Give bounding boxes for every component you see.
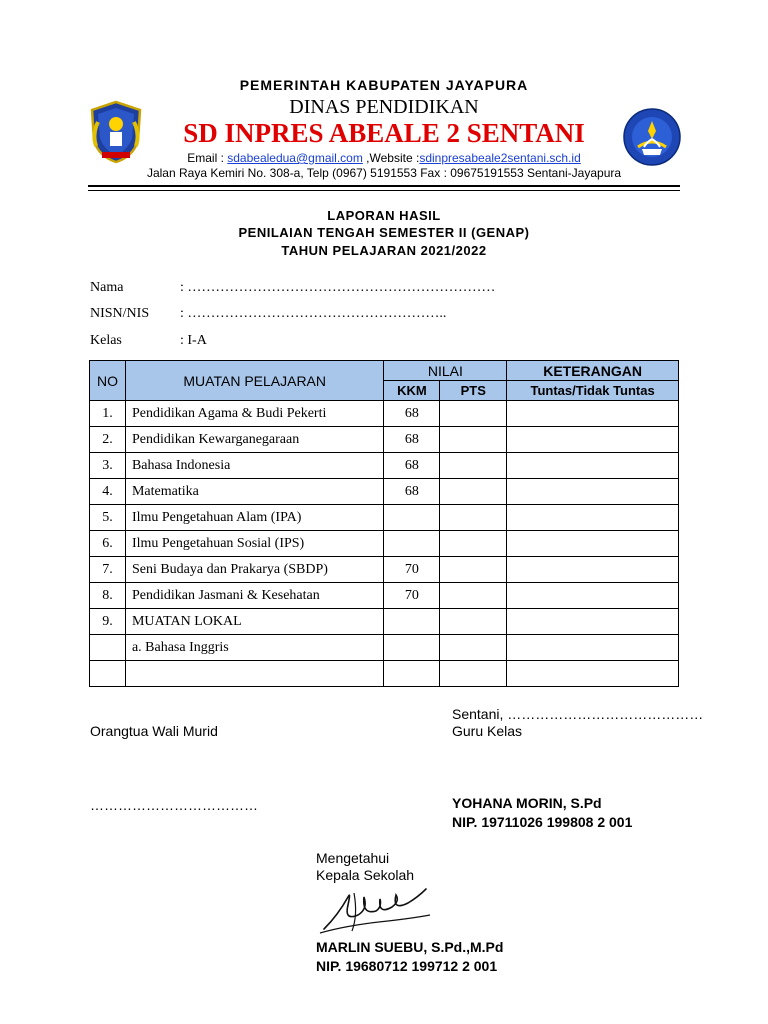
pts-cell bbox=[440, 531, 507, 557]
pts-cell bbox=[440, 427, 507, 453]
keterangan-cell bbox=[507, 505, 679, 531]
row-number: 4. bbox=[90, 479, 126, 505]
subject-cell: Pendidikan Kewarganegaraan bbox=[125, 427, 384, 453]
col-header-kkm: KKM bbox=[384, 381, 440, 401]
teacher-name: YOHANA MORIN, S.Pd bbox=[452, 795, 602, 811]
website-link[interactable]: sdinpresabeale2sentani.sch.id bbox=[419, 151, 581, 165]
contact-line bbox=[0, 151, 768, 165]
table-row bbox=[90, 583, 679, 609]
name-label: Nama bbox=[90, 280, 124, 295]
row-number: 5. bbox=[90, 505, 126, 531]
kkm-cell: 70 bbox=[384, 557, 440, 583]
kkm-cell bbox=[384, 635, 440, 661]
class-label: Kelas bbox=[90, 333, 122, 348]
table-row bbox=[90, 505, 679, 531]
principal-nip: NIP. 19680712 199712 2 001 bbox=[316, 958, 498, 974]
col-header-pts: PTS bbox=[440, 381, 507, 401]
pts-cell bbox=[440, 661, 507, 687]
row-number bbox=[90, 661, 126, 687]
report-title: LAPORAN HASIL bbox=[327, 208, 441, 223]
report-subtitle: PENILAIAN TENGAH SEMESTER II (GENAP) bbox=[238, 225, 530, 240]
kkm-cell: 68 bbox=[384, 427, 440, 453]
keterangan-cell bbox=[507, 427, 679, 453]
pts-cell bbox=[440, 583, 507, 609]
pts-cell bbox=[440, 557, 507, 583]
kkm-cell bbox=[384, 609, 440, 635]
pts-cell bbox=[440, 609, 507, 635]
col-header-no: NO bbox=[90, 361, 126, 401]
table-row bbox=[90, 453, 679, 479]
letterhead-divider bbox=[88, 185, 680, 191]
col-header-nilai: NILAI bbox=[384, 361, 507, 381]
website-label: ,Website : bbox=[362, 151, 420, 165]
table-row bbox=[90, 635, 679, 661]
nisn-value: : ……………………………………………….. bbox=[180, 306, 447, 321]
kkm-cell: 68 bbox=[384, 479, 440, 505]
pts-cell bbox=[440, 635, 507, 661]
pts-cell bbox=[440, 505, 507, 531]
report-year: TAHUN PELAJARAN 2021/2022 bbox=[281, 243, 487, 258]
pts-cell bbox=[440, 401, 507, 427]
address-line: Jalan Raya Kemiri No. 308-a, Telp (0967) 5191553 Fax : 09675191553 Sentani-Jayapura bbox=[146, 166, 622, 180]
keterangan-cell bbox=[507, 401, 679, 427]
col-header-keterangan: KETERANGAN bbox=[507, 361, 679, 381]
col-header-tuntas: Tuntas/Tidak Tuntas bbox=[507, 381, 679, 401]
principal-signature bbox=[318, 885, 433, 937]
table-row bbox=[90, 479, 679, 505]
kkm-cell: 68 bbox=[384, 401, 440, 427]
pts-cell bbox=[440, 453, 507, 479]
government-heading: PEMERINTAH KABUPATEN JAYAPURA bbox=[239, 77, 529, 93]
class-value: : I-A bbox=[180, 333, 207, 348]
principal-label: Kepala Sekolah bbox=[316, 867, 415, 883]
subject-cell: a. Bahasa Inggris bbox=[125, 635, 384, 661]
subject-cell: Matematika bbox=[125, 479, 384, 505]
email-link[interactable]: sdabealedua@gmail.com bbox=[227, 151, 363, 165]
kkm-cell: 70 bbox=[384, 583, 440, 609]
table-row bbox=[90, 609, 679, 635]
row-number: 8. bbox=[90, 583, 126, 609]
parent-signature-line: ……………………………… bbox=[90, 797, 258, 813]
name-value: : ………………………………………………………… bbox=[180, 280, 496, 295]
keterangan-cell bbox=[507, 453, 679, 479]
grades-table bbox=[89, 360, 679, 687]
table-row bbox=[90, 401, 679, 427]
table-row bbox=[90, 427, 679, 453]
kkm-cell bbox=[384, 661, 440, 687]
principal-name: MARLIN SUEBU, S.Pd.,M.Pd bbox=[316, 939, 504, 955]
kkm-cell bbox=[384, 505, 440, 531]
keterangan-cell bbox=[507, 661, 679, 687]
subject-cell: Pendidikan Agama & Budi Pekerti bbox=[125, 401, 384, 427]
subject-cell: MUATAN LOKAL bbox=[125, 609, 384, 635]
row-number: 1. bbox=[90, 401, 126, 427]
place-date: Sentani, …………………………………… bbox=[452, 706, 704, 722]
school-name: SD INPRES ABEALE 2 SENTANI bbox=[183, 118, 585, 148]
kkm-cell bbox=[384, 531, 440, 557]
table-row bbox=[90, 661, 679, 687]
teacher-nip: NIP. 19711026 199808 2 001 bbox=[452, 814, 633, 830]
email-label: Email : bbox=[187, 151, 228, 165]
parent-label: Orangtua Wali Murid bbox=[90, 723, 218, 739]
subject-cell: Ilmu Pengetahuan Alam (IPA) bbox=[125, 505, 384, 531]
row-number: 2. bbox=[90, 427, 126, 453]
kkm-cell: 68 bbox=[384, 453, 440, 479]
table-row bbox=[90, 531, 679, 557]
row-number: 3. bbox=[90, 453, 126, 479]
keterangan-cell bbox=[507, 635, 679, 661]
row-number: 6. bbox=[90, 531, 126, 557]
subject-cell bbox=[125, 661, 384, 687]
row-number: 7. bbox=[90, 557, 126, 583]
row-number bbox=[90, 635, 126, 661]
teacher-label: Guru Kelas bbox=[452, 723, 523, 739]
col-header-subject: MUATAN PELAJARAN bbox=[125, 361, 384, 401]
subject-cell: Seni Budaya dan Prakarya (SBDP) bbox=[125, 557, 384, 583]
keterangan-cell bbox=[507, 609, 679, 635]
keterangan-cell bbox=[507, 479, 679, 505]
subject-cell: Pendidikan Jasmani & Kesehatan bbox=[125, 583, 384, 609]
known-label: Mengetahui bbox=[316, 850, 390, 866]
nisn-label: NISN/NIS bbox=[90, 306, 150, 321]
subject-cell: Ilmu Pengetahuan Sosial (IPS) bbox=[125, 531, 384, 557]
keterangan-cell bbox=[507, 557, 679, 583]
pts-cell bbox=[440, 479, 507, 505]
row-number: 9. bbox=[90, 609, 126, 635]
table-row bbox=[90, 557, 679, 583]
keterangan-cell bbox=[507, 583, 679, 609]
department-heading: DINAS PENDIDIKAN bbox=[289, 96, 479, 118]
keterangan-cell bbox=[507, 531, 679, 557]
subject-cell: Bahasa Indonesia bbox=[125, 453, 384, 479]
